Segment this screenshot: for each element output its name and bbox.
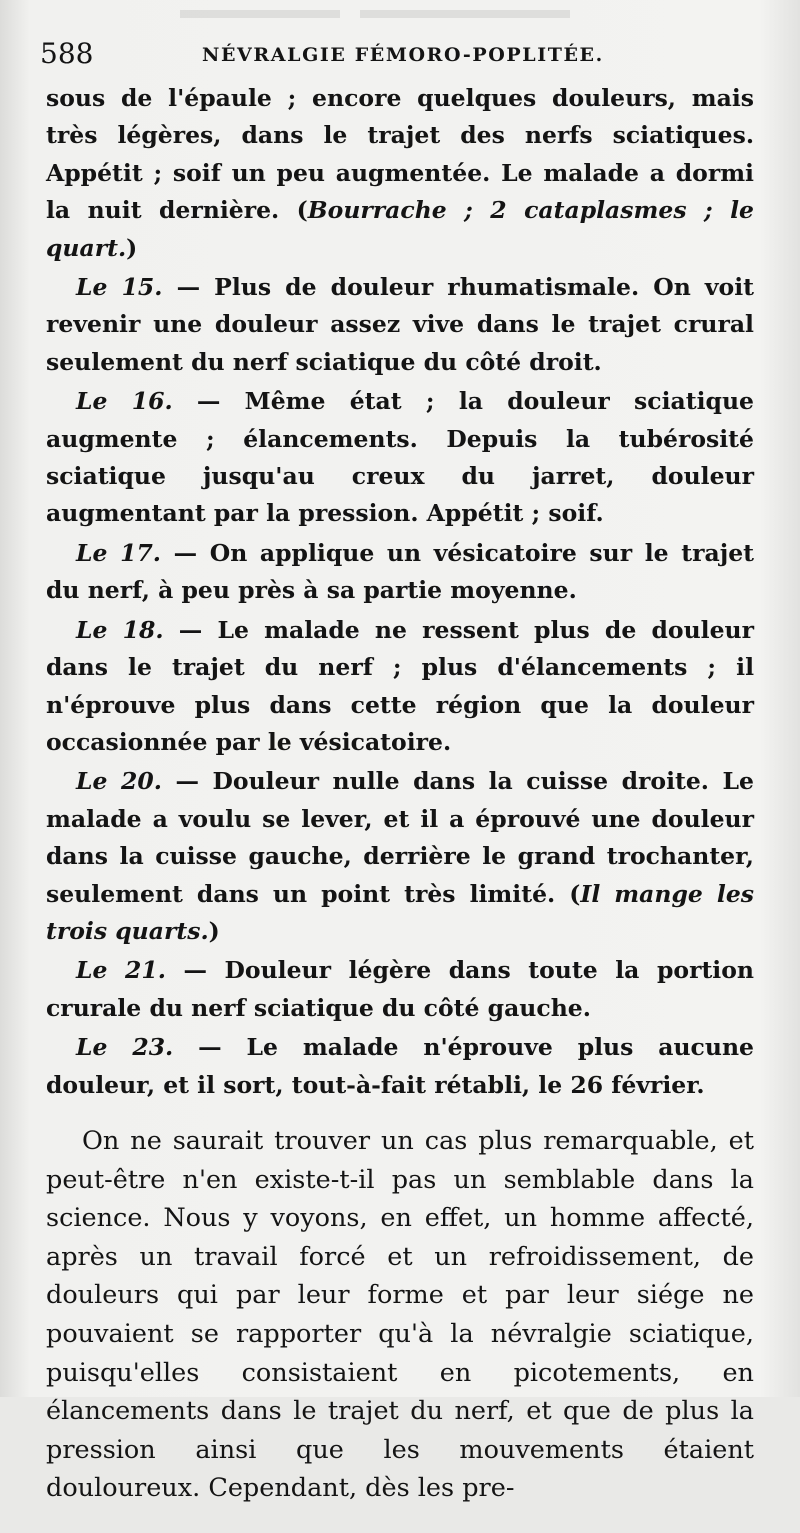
bleed-through-text [170, 0, 590, 30]
entry-text: — Le malade n'éprouve plus aucune douleur, et il sort, tout-à-fait rétabli, le 26 février. [46, 1033, 754, 1099]
entry-day: Le 18. [76, 615, 164, 644]
entry-day-15 [46, 269, 754, 381]
closing-paragraph: On ne saurait trouver un cas plus remarquable, et peut-être n'en existe-t-il pas un semblable dans la science. Nous y voyons, en effet, un homme affecté, après un travail forcé et un refroidissement, de douleurs qui par leur forme et par leur siége ne pouvaient se rapporter qu'à la névralgie sciatique, puisqu'elles consistaient en picotements, en élancements dans le trajet du nerf, et que de plus la pression ainsi que les mouvements étaient douloureux. Cependant, dès les pre- [46, 1125, 754, 1504]
entry-day: Le 15. [76, 273, 163, 302]
entry-day: Le 16. [76, 387, 173, 416]
entry-text: — Même état ; la douleur sciatique augmente ; élancements. Depuis la tubérosité sciatique jusqu'au creux du jarret, douleur augmentant par la pression. Appétit ; soif. [46, 387, 755, 528]
entry-text: — Le malade ne ressent plus de douleur dans le trajet du nerf ; plus d'élancements ; il n'éprouve plus dans cette région que la douleur occasionnée par le vésicatoire. [46, 615, 755, 756]
entry-note: Il mange les trois quarts. [46, 879, 754, 945]
entry-day: Le 17. [76, 538, 161, 567]
entry-day-17 [46, 535, 754, 610]
entry-after: ) [126, 233, 138, 262]
page-header [40, 36, 760, 76]
entry-day: Le 23. [76, 1033, 174, 1062]
entry-text: — Douleur légère dans toute la portion crurale du nerf sciatique du côté gauche. [46, 956, 754, 1022]
entry-text: sous de l'épaule ; encore quelques douleurs, mais très légères, dans le trajet des nerfs sciatiques. Appétit ; soif un peu augmentée. Le malade a dormi la nuit dernière. ( [46, 84, 754, 225]
entry-day-18 [46, 612, 754, 762]
entry-day-16 [46, 383, 754, 533]
running-title: NÉVRALGIE FÉMORO-POPLITÉE. [202, 44, 604, 66]
entry-day: Le 20. [76, 767, 162, 796]
entry-day: Le 21. [76, 956, 166, 985]
entry-text: — On applique un vésicatoire sur le trajet du nerf, à peu près à sa partie moyenne. [46, 538, 754, 605]
entry-text: — Douleur nulle dans la cuisse droite. Le malade a voulu se lever, et il a éprouvé une douleur dans la cuisse gauche, derrière le grand trochanter, seulement dans un point très limité. ( [46, 767, 755, 908]
entry-continuation [46, 80, 754, 267]
page-number: 588 [40, 37, 94, 70]
body-text [46, 80, 754, 1533]
entry-note: Bourrache ; 2 cataplasmes ; le quart. [46, 196, 754, 262]
entry-day-23 [46, 1029, 754, 1104]
entry-day-20 [46, 763, 754, 950]
entry-text: — Plus de douleur rhumatismale. On voit revenir une douleur assez vive dans le trajet crural seulement du nerf sciatique du côté droit. [46, 273, 754, 376]
entry-after: ) [208, 916, 220, 945]
entry-day-21 [46, 952, 754, 1027]
